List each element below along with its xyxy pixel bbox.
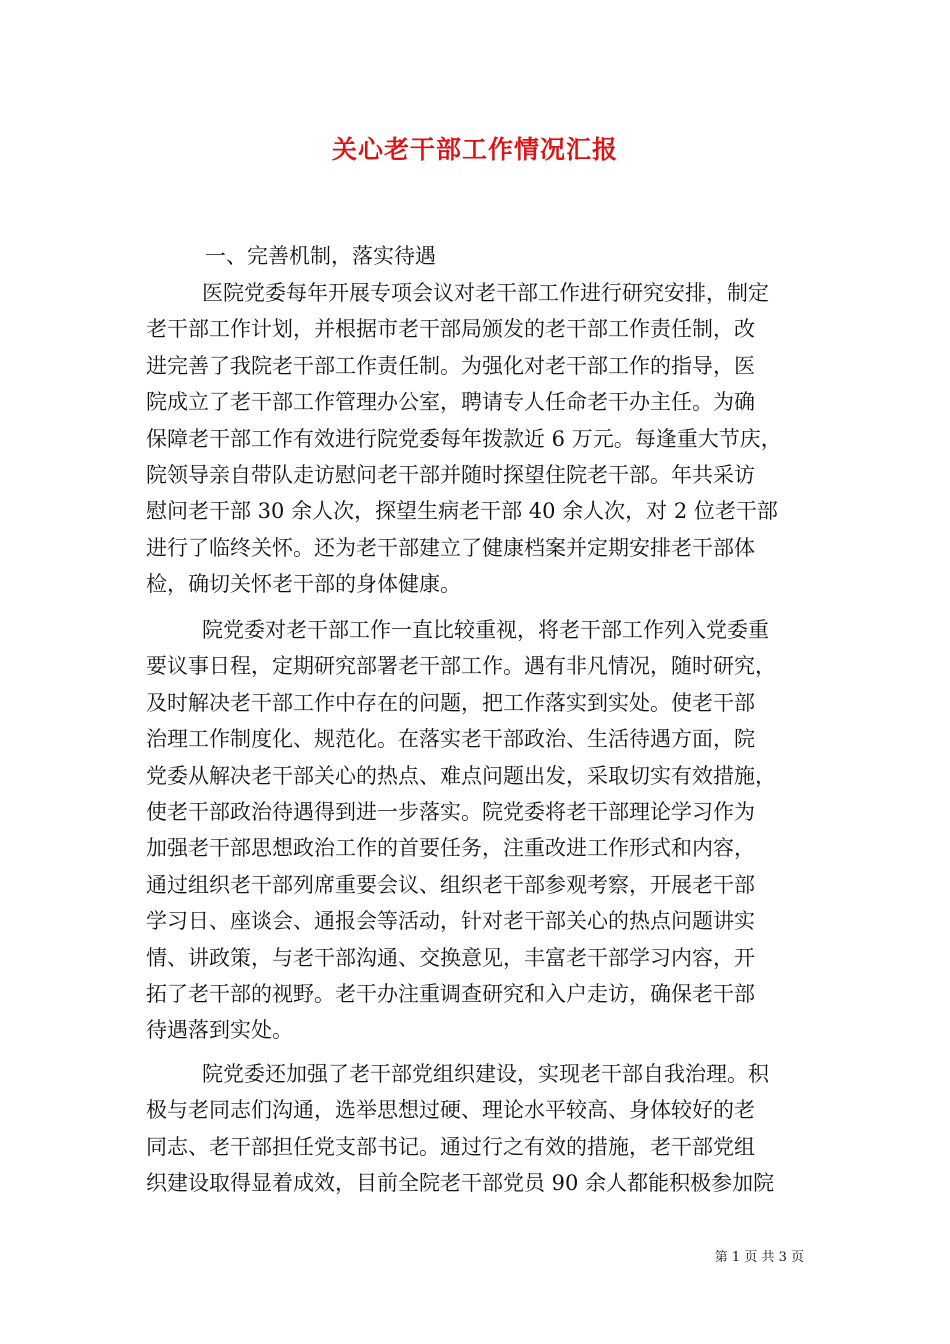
- paragraph-line: 学习日、座谈会、通报会等活动，针对老干部关心的热点问题讲实: [146, 909, 755, 934]
- paragraph-line: 保障老干部工作有效进行院党委每年拨款近 6 万元。每逢重大节庆，: [146, 426, 782, 451]
- paragraph-line: 通过组织老干部列席重要会议、组织老干部参观考察，开展老干部: [146, 872, 755, 897]
- paragraph-line: 织建设取得显着成效，目前全院老干部党员 90 余人都能积极参加院: [146, 1171, 775, 1196]
- paragraph-line: 检，确切关怀老干部的身体健康。: [146, 572, 461, 597]
- paragraph-line: 进行了临终关怀。还为老干部建立了健康档案并定期安排老干部体: [146, 535, 755, 560]
- paragraph-2: [146, 612, 810, 1049]
- paragraph-line: 党委从解决老干部关心的热点、难点问题出发，采取切实有效措施，: [146, 763, 776, 788]
- document-title: 关心老干部工作情况汇报: [331, 135, 618, 164]
- paragraph-line: 情、讲政策，与老干部沟通、交换意见，丰富老干部学习内容，开: [146, 945, 755, 970]
- paragraph-line: 院领导亲自带队走访慰问老干部并随时探望住院老干部。年共采访: [146, 462, 755, 487]
- page-footer: 第 1 页 共 3 页: [714, 1250, 804, 1265]
- paragraph-line: 及时解决老干部工作中存在的问题，把工作落实到实处。使老干部: [146, 690, 755, 715]
- paragraph-line: 治理工作制度化、规范化。在落实老干部政治、生活待遇方面，院: [146, 727, 755, 752]
- paragraph-line: 院成立了老干部工作管理办公室，聘请专人任命老干办主任。为确: [146, 390, 755, 415]
- paragraph-line: 院党委还加强了老干部党组织建设，实现老干部自我治理。积: [202, 1062, 769, 1086]
- paragraph-line: 使老干部政治待遇得到进一步落实。院党委将老干部理论学习作为: [146, 799, 755, 824]
- paragraph-line: 院党委对老干部工作一直比较重视，将老干部工作列入党委重: [202, 618, 769, 642]
- paragraph-line: 慰问老干部 30 余人次，探望生病老干部 40 余人次，对 2 位老干部: [146, 499, 778, 524]
- paragraph-line: 要议事日程，定期研究部署老干部工作。遇有非凡情况，随时研究，: [146, 654, 776, 679]
- paragraph-line: 同志、老干部担任党支部书记。通过行之有效的措施，老干部党组: [146, 1134, 755, 1159]
- paragraph-line: 待遇落到实处。: [146, 1018, 293, 1043]
- paragraph-line: 进完善了我院老干部工作责任制。为强化对老干部工作的指导，医: [146, 353, 755, 378]
- paragraph-3: [146, 1056, 810, 1202]
- paragraph-line: 加强老干部思想政治工作的首要任务，注重改进工作形式和内容，: [146, 836, 755, 861]
- paragraph-1: [146, 275, 810, 603]
- paragraph-line: 医院党委每年开展专项会议对老干部工作进行研究安排，制定: [202, 281, 769, 305]
- section-heading: 一、完善机制，落实待遇: [205, 244, 436, 268]
- paragraph-line: 老干部工作计划，并根据市老干部局颁发的老干部工作责任制，改: [146, 317, 755, 342]
- paragraph-line: 拓了老干部的视野。老干办注重调查研究和入户走访，确保老干部: [146, 981, 755, 1006]
- paragraph-line: 极与老同志们沟通，选举思想过硬、理论水平较高、身体较好的老: [146, 1098, 755, 1123]
